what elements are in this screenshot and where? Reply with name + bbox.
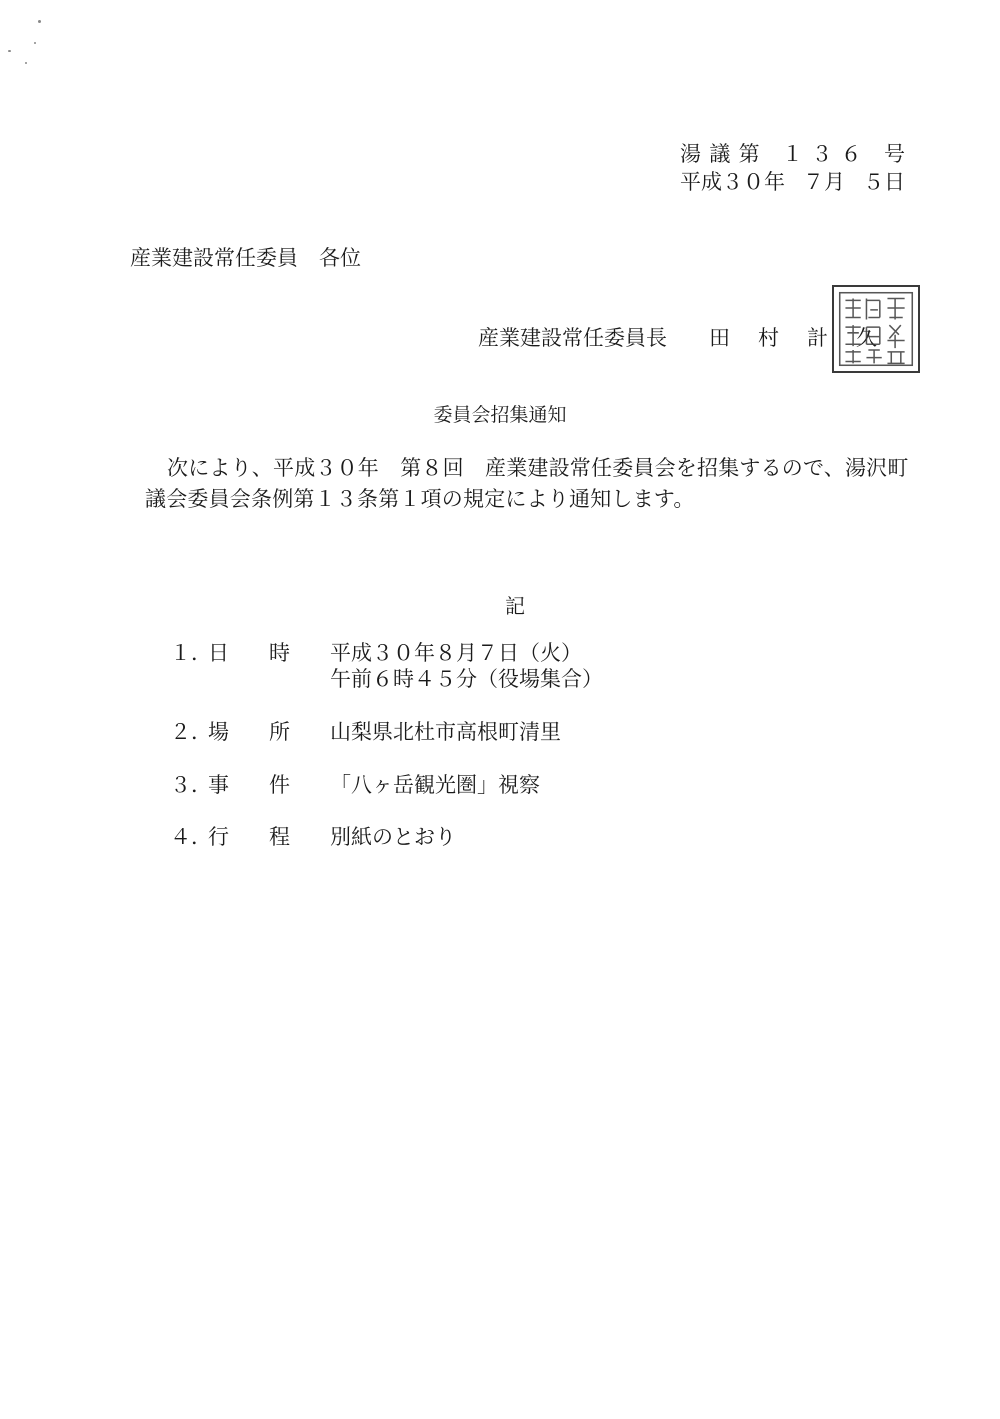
date-year: 平成３０年	[680, 170, 785, 194]
addressee: 産業建設常任委員 各位	[130, 246, 361, 270]
doc-number-char: ３	[811, 142, 833, 166]
date-day: ５日	[863, 170, 905, 194]
item-label	[208, 822, 290, 852]
item-number: ３．	[170, 773, 212, 797]
sender-name-char: 計	[807, 326, 828, 350]
doc-number-char: ６	[840, 142, 862, 166]
scan-speck	[25, 62, 27, 64]
sender-name-char: 田	[709, 326, 730, 350]
document-date	[680, 168, 905, 196]
scan-speck	[34, 42, 36, 44]
item-number: ４．	[170, 825, 212, 849]
sender-name-char: 久	[856, 326, 877, 350]
sender	[478, 323, 877, 353]
doc-number-char: 湯	[680, 142, 701, 166]
item-value: 平成３０年８月７日（火）	[330, 641, 582, 665]
notice-title: 委員会招集通知	[433, 404, 567, 426]
item-number: １．	[170, 641, 212, 665]
item-value: 「八ヶ岳観光圏」視察	[330, 773, 540, 797]
sender-title: 産業建設常任委員長	[478, 326, 667, 350]
doc-number-char: １	[781, 142, 803, 166]
notes-heading: 記	[505, 594, 525, 618]
doc-number-char: 号	[883, 142, 905, 166]
scan-speck	[8, 50, 11, 52]
item-label	[208, 717, 290, 747]
item-label-char: 事	[208, 773, 229, 797]
item-label-char: 日	[208, 641, 229, 665]
item-label-char: 程	[269, 825, 290, 849]
item-value: 山梨県北杜市高根町清里	[330, 720, 561, 744]
item-label-char: 時	[269, 641, 290, 665]
body-text: 次により、平成３０年 第８回 産業建設常任委員会を招集するので、湯沢町議会委員会条例第１３条第１項の規定により通知します。	[145, 456, 909, 511]
item-label-char: 行	[208, 825, 229, 849]
item-number: ２．	[170, 720, 212, 744]
item-label-char: 場	[208, 720, 229, 744]
scan-speck	[38, 20, 41, 23]
doc-number-char: 議	[709, 142, 731, 166]
item-label	[208, 638, 290, 668]
seal-glyphs	[834, 287, 918, 371]
doc-number-char: 第	[738, 142, 760, 166]
item-value: 午前６時４５分（役場集合）	[330, 667, 603, 691]
document-number	[680, 140, 905, 168]
document-reference	[680, 140, 905, 196]
item-value: 別紙のとおり	[330, 825, 456, 849]
item-label-char: 所	[269, 720, 290, 744]
date-month: ７月	[803, 170, 845, 194]
sender-name-char: 村	[758, 326, 779, 350]
item-label-char: 件	[269, 773, 290, 797]
item-label	[208, 770, 290, 800]
official-seal	[832, 285, 920, 373]
